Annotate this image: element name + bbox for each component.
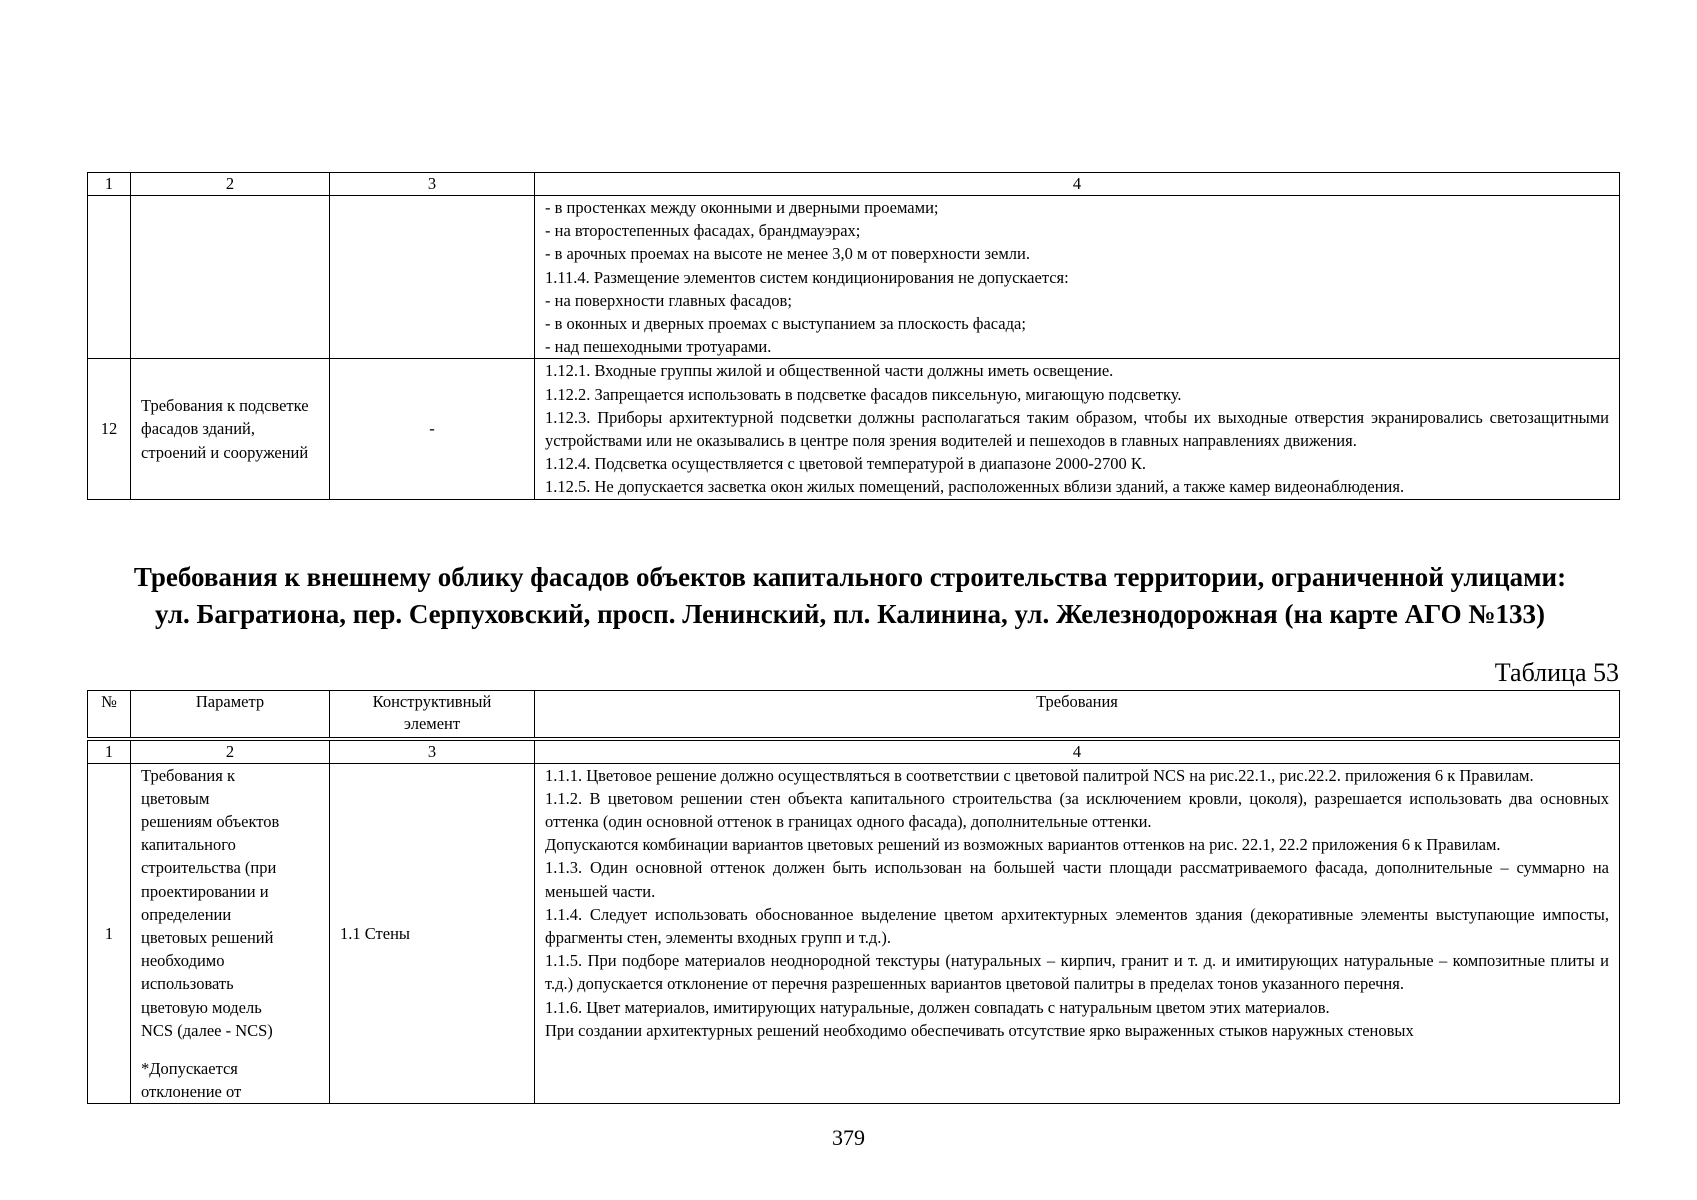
table-row: [88, 763, 1620, 1104]
spacer: [141, 1042, 319, 1057]
parameter-line: необходимо: [141, 951, 225, 971]
requirements-cell: [535, 359, 1620, 499]
column-number: 3: [330, 739, 535, 764]
column-number: 4: [535, 739, 1620, 764]
element-cell: 1.1 Стены: [330, 763, 535, 1104]
column-number: 3: [330, 173, 535, 196]
header-element-line: элемент: [403, 714, 461, 733]
section-heading: [60, 559, 1640, 633]
element-cell: -: [330, 359, 535, 499]
parameter-line: строительства (при: [141, 858, 277, 878]
parameter-note-line: *Допускается: [141, 1058, 238, 1078]
element-cell: [330, 196, 535, 359]
requirement-paragraph: 1.1.6. Цвет материалов, имитирующих натуральные, должен совпадать с натуральным цветом этих материалов.: [545, 997, 1330, 1017]
requirement-paragraph: При создании архитектурных решений необходимо обеспечивать отсутствие ярко выраженных стыков наружных стеновых: [545, 1020, 1414, 1040]
header-element: [330, 691, 535, 739]
parameter-cell: [131, 196, 330, 359]
parameter-line: решениям объектов: [141, 811, 280, 831]
column-number: 4: [535, 173, 1620, 196]
table-caption: Таблица 53: [1494, 658, 1619, 687]
parameter-line: цветовых решений: [141, 927, 274, 947]
parameter-note-line: отклонение от: [141, 1082, 242, 1102]
section-heading-line: Требования к внешнему облику фасадов объектов капитального строительства территории, ограниченной улицами:: [133, 562, 1567, 592]
parameter-line: проектировании и: [141, 881, 269, 901]
requirement-line: - в простенках между оконными и дверными проемами;: [545, 198, 939, 217]
requirement-paragraph: 1.1.1. Цветовое решение должно осуществляться в соответствии с цветовой палитрой NCS на рис.22.1., рис.22.2. приложения 6 к Правилам.: [545, 765, 1534, 785]
page-number: 379: [832, 1125, 865, 1150]
requirement-line: - в оконных и дверных проемах с выступанием за плоскость фасада;: [545, 314, 1026, 334]
requirement-paragraph: Допускаются комбинации вариантов цветовых решений из возможных вариантов оттенков на рис. 22.1, 22.2 приложения 6 к Правилам.: [545, 835, 1501, 855]
requirement-line: - в арочных проемах на высоте не менее 3,0 м от поверхности земли.: [545, 244, 1030, 264]
parameter-line: капитального: [141, 835, 236, 855]
section-heading-line: ул. Багратиона, пер. Серпуховский, просп. Ленинский, пл. Калинина, ул. Железнодорожная (на карте АГО №133): [155, 599, 1545, 629]
column-number: 1: [88, 739, 131, 764]
parameter-line: цветовым: [141, 788, 210, 808]
row-number: [88, 196, 131, 359]
parameter-line: использовать: [141, 974, 234, 994]
requirement-line: - на второстепенных фасадах, брандмауэрах;: [545, 221, 861, 241]
requirement-paragraph: 1.1.4. Следует использовать обоснованное выделение цветом архитектурных элементов здания (декоративные элементы выступающие импосты, фрагменты стен, элементы входных групп и т.д.).: [545, 904, 1609, 947]
requirements-cell: [535, 763, 1620, 1104]
parameter-cell: [131, 763, 330, 1104]
requirement-paragraph: 1.12.1. Входные группы жилой и общественной части должны иметь освещение.: [545, 361, 1114, 381]
column-number: 2: [131, 173, 330, 196]
table-row: [88, 359, 1620, 499]
requirement-line: - над пешеходными тротуарами.: [545, 337, 772, 357]
parameter-cell: Требования к подсветке фасадов зданий, строений и сооружений: [131, 359, 330, 499]
requirement-line: 1.11.4. Размещение элементов систем кондиционирования не допускается:: [545, 267, 1069, 287]
requirement-line: - на поверхности главных фасадов;: [545, 290, 792, 310]
parameter-line: NCS (далее - NCS): [141, 1020, 273, 1040]
header-parameter: Параметр: [131, 691, 330, 739]
continuation-table: [87, 172, 1620, 500]
row-number: 12: [88, 359, 131, 499]
header-requirements: Требования: [535, 691, 1620, 739]
requirement-paragraph: 1.1.3. Один основной оттенок должен быть использован на большей части площади рассматриваемого фасада, дополнительные – суммарно на меньшей части.: [545, 858, 1609, 901]
parameter-line: определении: [141, 904, 232, 924]
requirement-paragraph: 1.1.5. При подборе материалов неоднородной текстуры (натуральных – кирпич, гранит и т. д. и имитирующих натуральные – композитные плиты и т.д.) допускается отклонение от перечня разрешенных вариантов цветовой палитры в пределах тонов указанного перечня.: [545, 951, 1609, 994]
header-element-line: Конструктивный: [372, 692, 492, 711]
requirement-paragraph: 1.12.3. Приборы архитектурной подсветки должны располагаться таким образом, чтобы их выходные отверстия экранировались светозащитными устройствами или не оказывались в центре поля зрения водителей и пешеходов в главных направлениях движения.: [545, 407, 1609, 451]
header-number: №: [88, 691, 131, 739]
requirements-cell: [535, 196, 1620, 359]
parameter-line: цветовую модель: [141, 997, 262, 1017]
table-row: [88, 196, 1620, 359]
column-number: 1: [88, 173, 131, 196]
requirement-paragraph: 1.12.4. Подсветка осуществляется с цветовой температурой в диапазоне 2000-2700 К.: [545, 454, 1147, 474]
requirement-paragraph: 1.12.2. Запрещается использовать в подсветке фасадов пиксельную, мигающую подсветку.: [545, 384, 1182, 404]
requirement-paragraph: 1.12.5. Не допускается засветка окон жилых помещений, расположенных вблизи зданий, а также камер видеонаблюдения.: [545, 477, 1405, 497]
parameter-line: Требования к: [141, 765, 235, 785]
requirement-paragraph: 1.1.2. В цветовом решении стен объекта капитального строительства (за исключением кровли, цоколя), разрешается использовать два основных оттенка (один основной оттенок в границах одного фасада), дополнительные оттенки.: [545, 788, 1609, 831]
table-header-row: [88, 691, 1620, 739]
requirements-table: [87, 690, 1620, 1104]
column-number-row: [88, 173, 1620, 196]
column-number: 2: [131, 739, 330, 764]
row-number: 1: [88, 763, 131, 1104]
column-number-row: [88, 739, 1620, 764]
